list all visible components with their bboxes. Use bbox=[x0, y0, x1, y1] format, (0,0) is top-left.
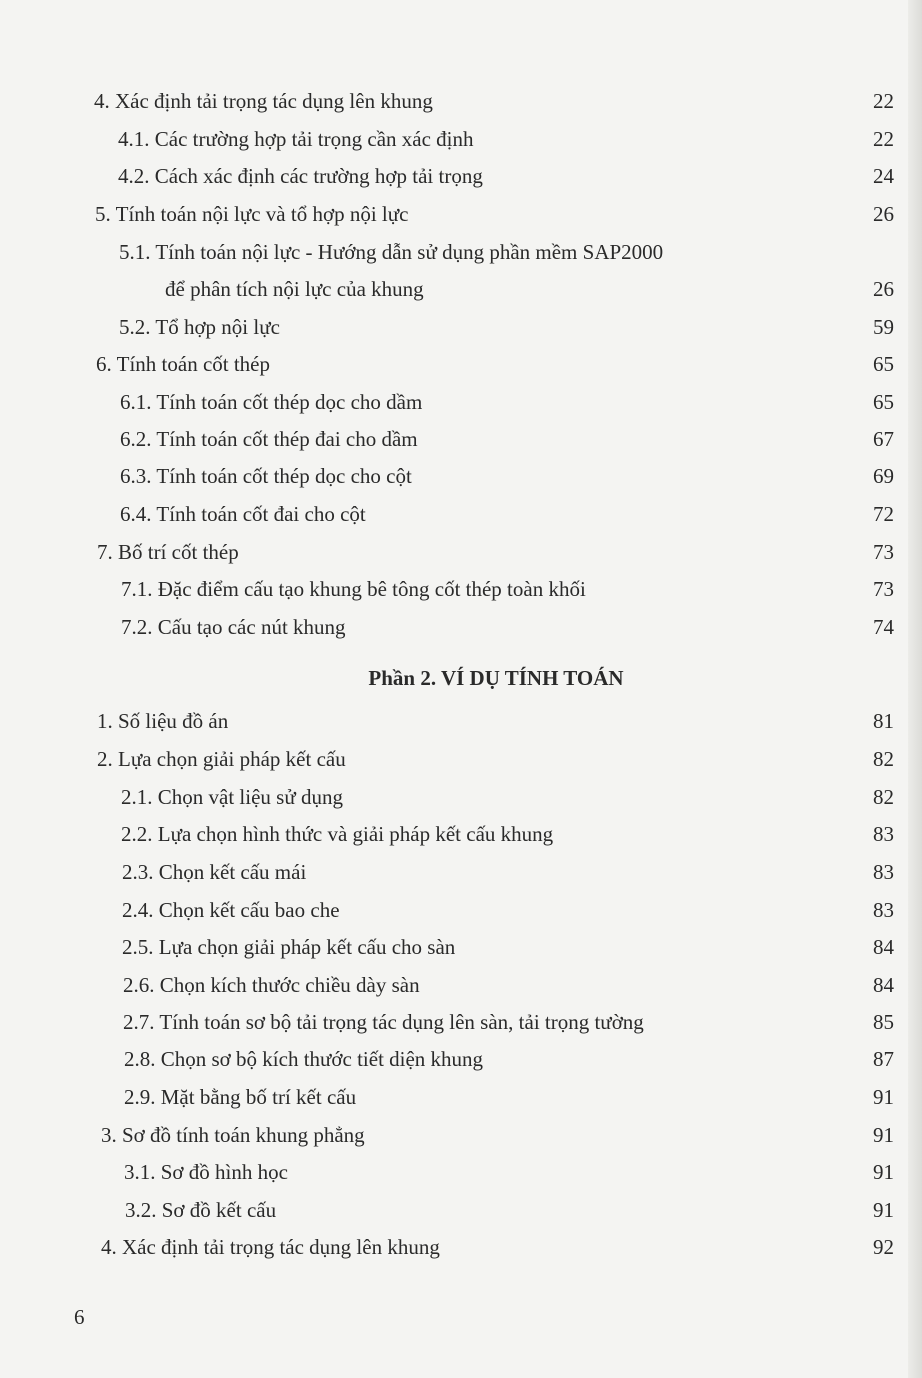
toc-entry-title: 5. Tính toán nội lực và tổ hợp nội lực bbox=[95, 202, 409, 226]
toc-entry bbox=[121, 612, 894, 642]
toc-entry bbox=[97, 537, 894, 567]
toc-entry-page: 73 bbox=[873, 577, 894, 601]
toc-entry-title: 7.1. Đặc điểm cấu tạo khung bê tông cốt thép toàn khối bbox=[121, 577, 586, 601]
toc-entry-page: 82 bbox=[873, 747, 894, 771]
toc-entry-title: 2.7. Tính toán sơ bộ tải trọng tác dụng lên sàn, tải trọng tường bbox=[123, 1010, 644, 1034]
toc-entry-title: 5.2. Tổ hợp nội lực bbox=[119, 315, 280, 339]
toc-entry-page: 59 bbox=[873, 315, 894, 339]
toc-entry bbox=[121, 574, 894, 604]
toc-entry-title: 3.1. Sơ đồ hình học bbox=[124, 1160, 288, 1184]
toc-entry-page: 67 bbox=[873, 427, 894, 451]
toc-entry bbox=[118, 161, 894, 191]
toc-entry bbox=[120, 461, 894, 491]
toc-entry-page: 84 bbox=[873, 935, 894, 959]
toc-entry-page: 65 bbox=[873, 352, 894, 376]
toc-entry-title: 2.9. Mặt bằng bố trí kết cấu bbox=[124, 1085, 357, 1109]
toc-entry-title: 7. Bố trí cốt thép bbox=[97, 540, 239, 564]
toc-entry bbox=[124, 1157, 894, 1187]
toc-entry bbox=[120, 387, 894, 417]
toc-entry-title: 3. Sơ đồ tính toán khung phẳng bbox=[101, 1123, 365, 1147]
toc-entry-page: 87 bbox=[873, 1047, 894, 1071]
toc-entry-page: 24 bbox=[873, 164, 894, 188]
toc-entry-title: 2.1. Chọn vật liệu sử dụng bbox=[121, 785, 343, 809]
toc-entry-page: 85 bbox=[873, 1010, 894, 1034]
toc-entry bbox=[122, 857, 894, 887]
toc-entry-page: 92 bbox=[873, 1235, 894, 1259]
toc-entry bbox=[119, 274, 894, 304]
toc-entry bbox=[124, 1044, 894, 1074]
toc-entry-page: 91 bbox=[873, 1198, 894, 1222]
section-heading-part2: Phần 2. VÍ DỤ TÍNH TOÁN bbox=[368, 666, 624, 690]
toc-entry-page: 82 bbox=[873, 785, 894, 809]
toc-entry-page: 83 bbox=[873, 822, 894, 846]
toc-entry-title: 6.2. Tính toán cốt thép đai cho dầm bbox=[120, 427, 418, 451]
toc-entry-title: 2.2. Lựa chọn hình thức và giải pháp kết cấu khung bbox=[121, 822, 554, 846]
toc-entry bbox=[101, 1120, 894, 1150]
toc-entry-page: 81 bbox=[873, 709, 894, 733]
toc-entry-title: 2.3. Chọn kết cấu mái bbox=[122, 860, 307, 884]
toc-entry-title: 6.1. Tính toán cốt thép dọc cho dầm bbox=[120, 390, 423, 414]
toc-entry-title: 4.1. Các trường hợp tải trọng cần xác định bbox=[118, 127, 474, 151]
toc-entry bbox=[122, 895, 894, 925]
toc-entry-title: 5.1. Tính toán nội lực - Hướng dẫn sử dụng phần mềm SAP2000 bbox=[119, 240, 664, 264]
toc-entry-page: 65 bbox=[873, 390, 894, 414]
page-number: 6 bbox=[74, 1305, 85, 1329]
toc-entry-page: 91 bbox=[873, 1123, 894, 1147]
toc-entry bbox=[94, 86, 894, 116]
toc-entry-page: 91 bbox=[873, 1085, 894, 1109]
toc-entry-page: 83 bbox=[873, 898, 894, 922]
toc-entry bbox=[123, 970, 894, 1000]
toc-entry-title: 2. Lựa chọn giải pháp kết cấu bbox=[97, 747, 346, 771]
toc-entry-title: 2.4. Chọn kết cấu bao che bbox=[122, 898, 340, 922]
toc-entry bbox=[124, 1082, 894, 1112]
toc-entry bbox=[95, 199, 894, 229]
toc-entry-title: 3.2. Sơ đồ kết cấu bbox=[125, 1198, 277, 1222]
toc-entry bbox=[119, 237, 894, 267]
toc-entry-page: 84 bbox=[873, 973, 894, 997]
toc-entry-page: 72 bbox=[873, 502, 894, 526]
toc-entry bbox=[101, 1232, 894, 1262]
toc-entry-page: 73 bbox=[873, 540, 894, 564]
toc-entry bbox=[123, 1007, 894, 1037]
toc-entry bbox=[120, 499, 894, 529]
toc-entry bbox=[119, 312, 894, 342]
toc-entry-title: 6. Tính toán cốt thép bbox=[96, 352, 270, 376]
toc-entry-title: 2.5. Lựa chọn giải pháp kết cấu cho sàn bbox=[122, 935, 456, 959]
toc-entry-title: để phân tích nội lực của khung bbox=[165, 277, 424, 301]
toc-entry-title: 7.2. Cấu tạo các nút khung bbox=[121, 615, 346, 639]
toc-entry bbox=[122, 932, 894, 962]
toc-entry bbox=[96, 349, 894, 379]
toc-entry-title: 1. Số liệu đồ án bbox=[97, 709, 229, 733]
toc-entry-title: 4.2. Cách xác định các trường hợp tải trọng bbox=[118, 164, 483, 188]
toc-entry bbox=[120, 424, 894, 454]
toc-entry bbox=[121, 782, 894, 812]
toc-entry-page: 22 bbox=[873, 127, 894, 151]
toc-entry-page: 26 bbox=[873, 277, 894, 301]
toc-entry bbox=[121, 819, 894, 849]
toc-entry-title: 4. Xác định tải trọng tác dụng lên khung bbox=[94, 89, 433, 113]
toc-entry-title: 2.8. Chọn sơ bộ kích thước tiết diện khung bbox=[124, 1047, 484, 1071]
toc-entry-page: 69 bbox=[873, 464, 894, 488]
toc-entry bbox=[118, 124, 894, 154]
toc-entry bbox=[97, 744, 894, 774]
toc-entry bbox=[125, 1195, 894, 1225]
toc-entry-page: 83 bbox=[873, 860, 894, 884]
toc-entry-title: 6.4. Tính toán cốt đai cho cột bbox=[120, 502, 366, 526]
toc-entry-page: 22 bbox=[873, 89, 894, 113]
toc-entry-page: 26 bbox=[873, 202, 894, 226]
toc-entry-title: 4. Xác định tải trọng tác dụng lên khung bbox=[101, 1235, 440, 1259]
toc-entry-page: 74 bbox=[873, 615, 894, 639]
toc-entry-title: 2.6. Chọn kích thước chiều dày sàn bbox=[123, 973, 420, 997]
toc-entry bbox=[97, 706, 894, 736]
toc-entry-title: 6.3. Tính toán cốt thép dọc cho cột bbox=[120, 464, 412, 488]
toc-entry-page: 91 bbox=[873, 1160, 894, 1184]
